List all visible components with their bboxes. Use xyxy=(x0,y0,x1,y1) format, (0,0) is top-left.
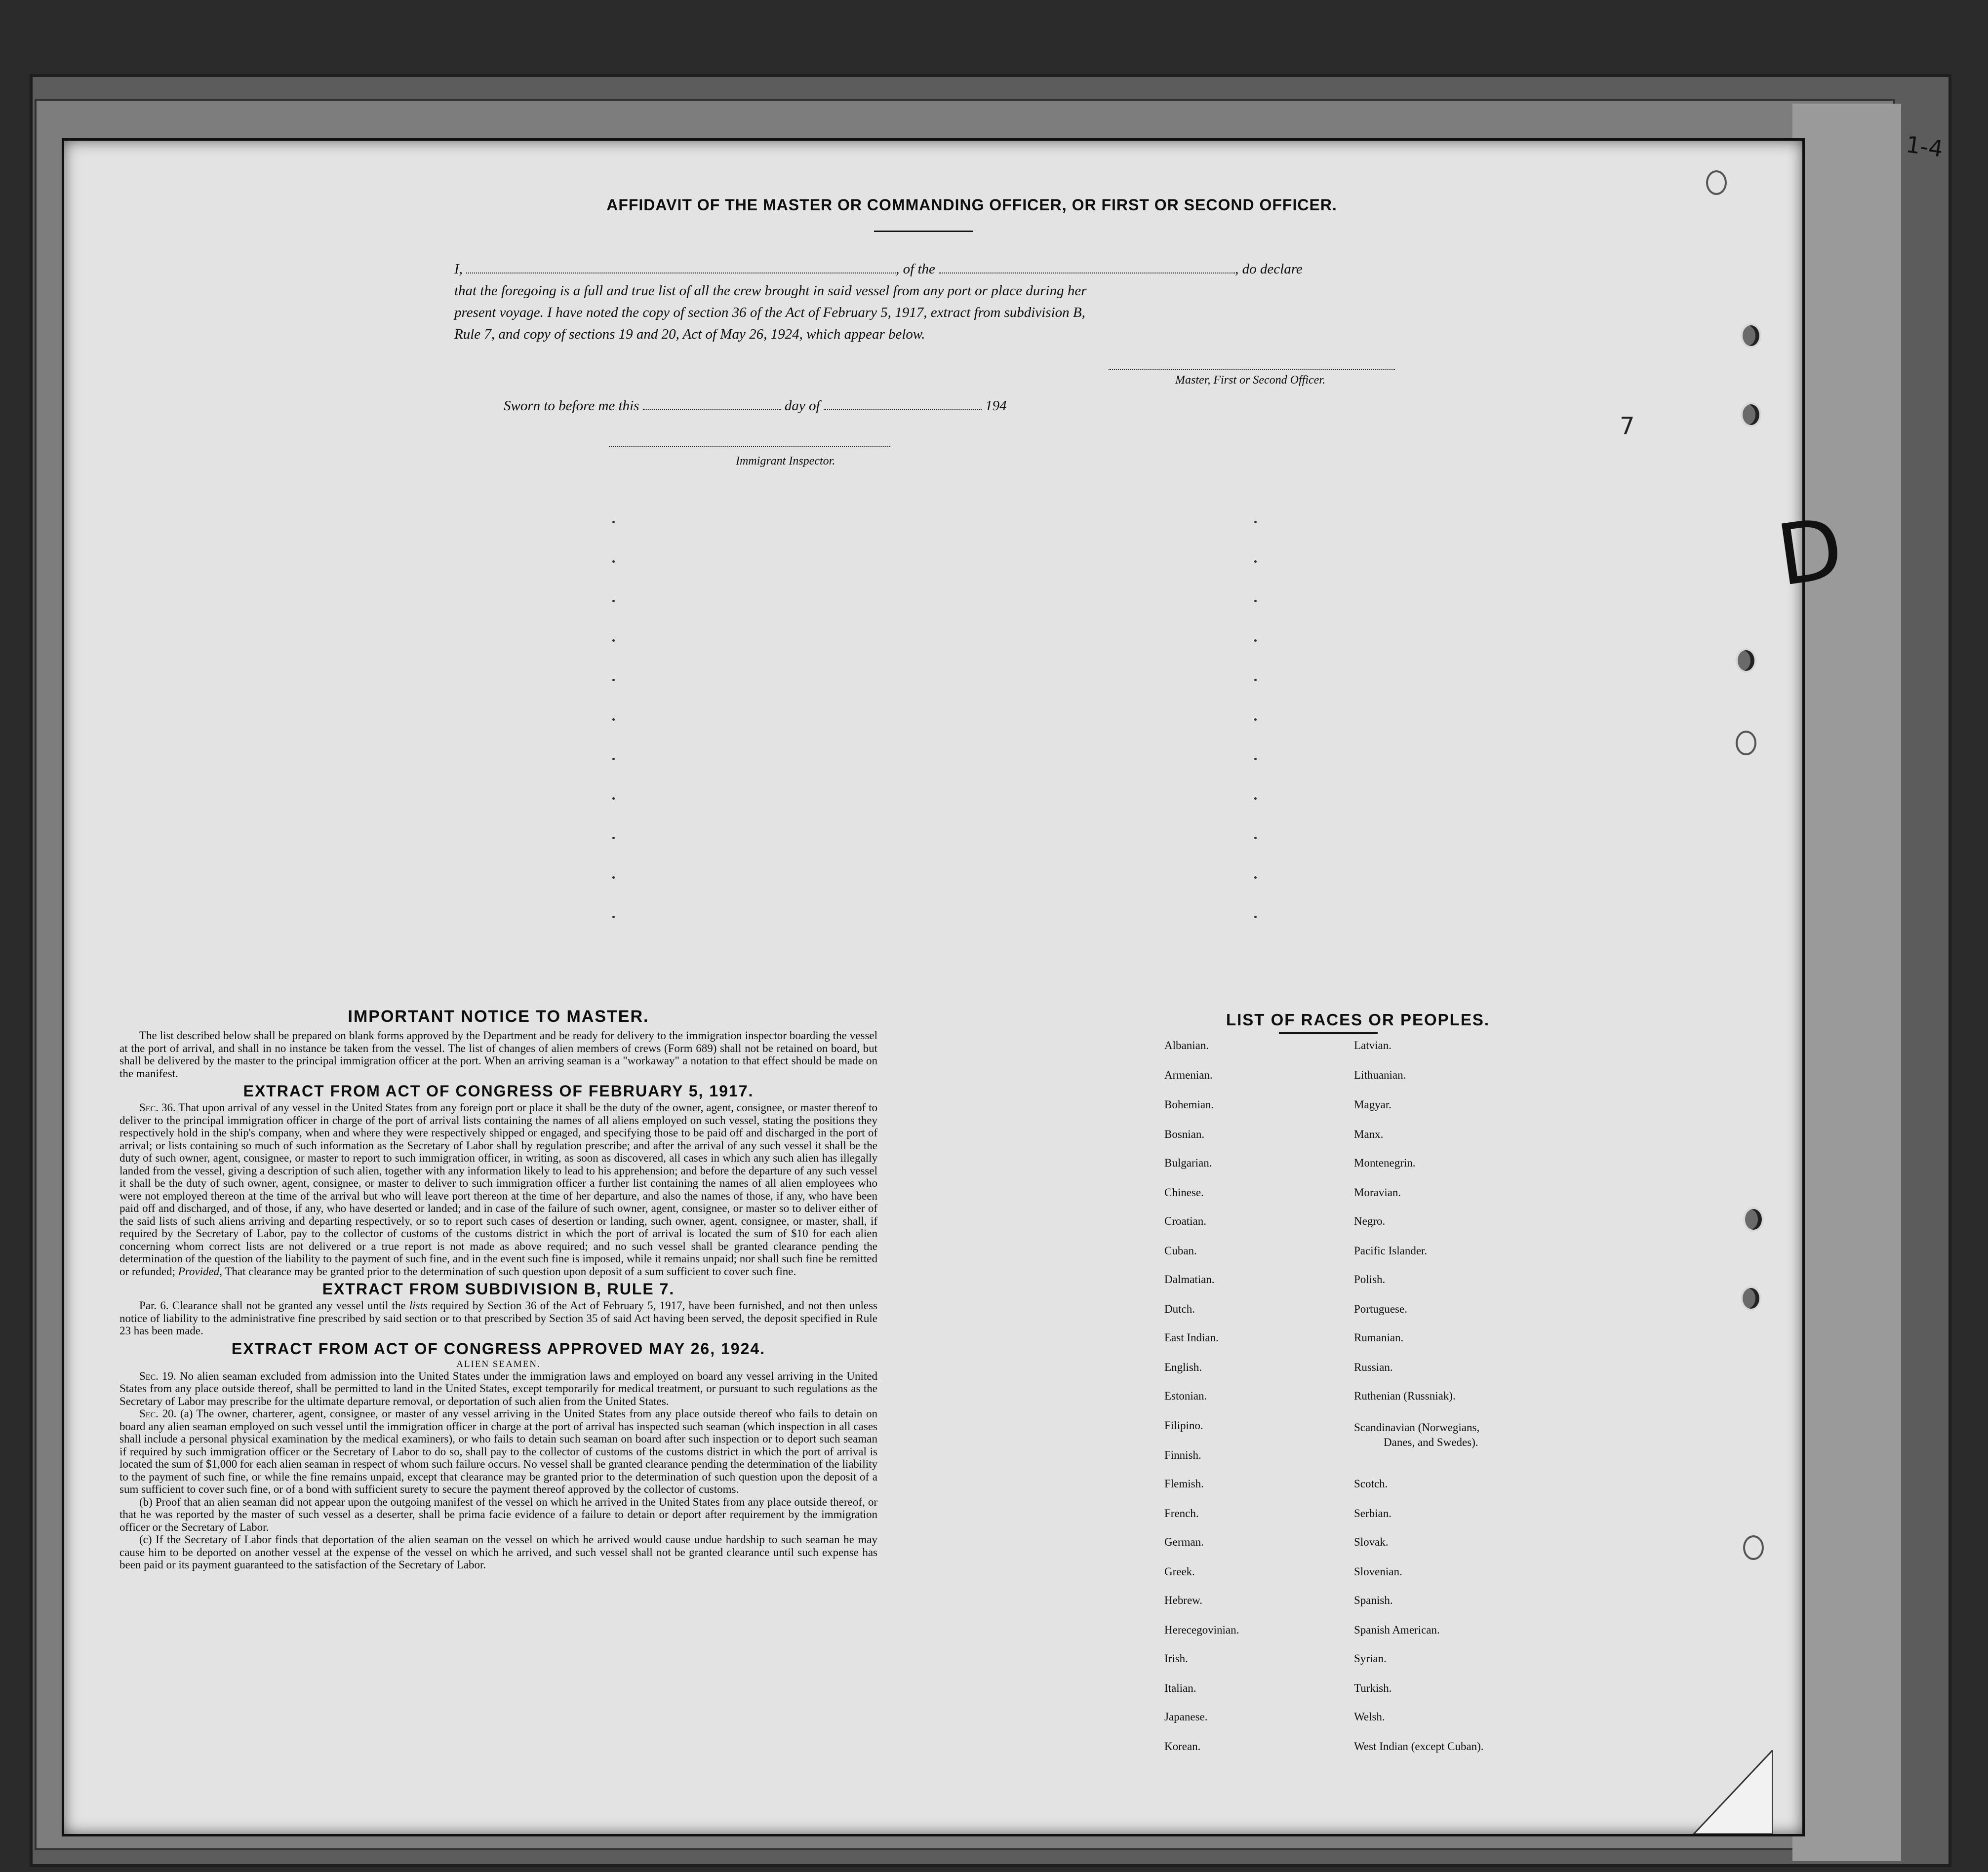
inspector-signature-line[interactable] xyxy=(609,446,890,447)
section-36-end: That clearance may be granted prior to the determination of such question upon deposit of a sum sufficient to cover such fine. xyxy=(225,1265,796,1278)
affidavit-text: , of the xyxy=(896,261,935,277)
paragraph-6-text: Par. 6. Clearance shall not be granted any vessel until the xyxy=(139,1299,406,1312)
race-item: Filipino. xyxy=(1164,1419,1203,1432)
sworn-month-field[interactable] xyxy=(824,396,982,410)
sworn-day-field[interactable] xyxy=(643,396,781,410)
binder-hole xyxy=(1741,323,1761,348)
corner-note: 1-4 xyxy=(1904,131,1945,162)
race-item: Scotch. xyxy=(1354,1478,1388,1490)
race-item: Slovenian. xyxy=(1354,1565,1402,1578)
races-title: LIST OF RACES OR PEOPLES. xyxy=(1226,1011,1490,1029)
section-20c: (c) If the Secretary of Labor finds that deportation of the alien seaman on the vessel on which he arrived would cause undue hardship to such seaman he may cause him to be deported on another vessel at the expense of the vessel on which he arrived, and such vessel shall not be granted clearance until such expense has been paid or its payment guaranteed to the satisfaction of the Secretary of Labor. xyxy=(119,1533,877,1571)
affidavit-body xyxy=(454,258,1422,345)
race-item: Montenegrin. xyxy=(1354,1157,1416,1169)
affidavit-text: Rule 7, and copy of sections 19 and 20, Act of May 26, 1924, which appear below. xyxy=(454,326,925,342)
important-notice xyxy=(119,1006,877,1571)
race-item: Bulgarian. xyxy=(1164,1157,1212,1169)
race-item: Slovak. xyxy=(1354,1536,1389,1548)
affidavit-text: I, xyxy=(454,261,463,277)
race-item: Finnish. xyxy=(1164,1449,1201,1461)
section-label: Sec. 36. xyxy=(139,1101,176,1114)
race-item: Turkish. xyxy=(1354,1682,1392,1694)
race-item: Welsh. xyxy=(1354,1711,1385,1723)
race-item: East Indian. xyxy=(1164,1331,1219,1344)
section-19-text: No alien seaman excluded from admission into the United States under the immigration laws and employed on board any vessel arriving in the United States from any place outside thereof, shall be permitted to land in the United States, except temporarily for medical treatment, or pursuant to such regulations as the Secretary of Labor may prescribe for the ultimate departure removal, or deportation of such alien from the United States. xyxy=(119,1369,877,1407)
race-item: Negro. xyxy=(1354,1215,1386,1227)
lists-word: lists xyxy=(409,1299,428,1312)
name-field[interactable] xyxy=(466,260,896,273)
race-item: Spanish American. xyxy=(1354,1624,1440,1636)
race-item: Albanian. xyxy=(1164,1039,1209,1052)
race-item: Cuban. xyxy=(1164,1245,1197,1257)
master-signature-line[interactable] xyxy=(1109,369,1395,370)
race-item: Chinese. xyxy=(1164,1186,1204,1199)
sworn-text: Sworn to before me this xyxy=(504,398,639,414)
race-item: Spanish. xyxy=(1354,1594,1393,1606)
race-item: Portuguese. xyxy=(1354,1303,1407,1315)
race-item: French. xyxy=(1164,1507,1199,1520)
race-item: Bohemian. xyxy=(1164,1098,1214,1111)
race-item-scandinavian xyxy=(1354,1420,1532,1450)
race-item: Magyar. xyxy=(1354,1098,1392,1111)
section-label: Sec. 19. xyxy=(139,1369,176,1382)
race-item: Rumanian. xyxy=(1354,1331,1404,1344)
race-item: Lithuanian. xyxy=(1354,1069,1406,1081)
binder-hole xyxy=(1743,1535,1764,1560)
race-item: Armenian. xyxy=(1164,1069,1213,1081)
race-item: Italian. xyxy=(1164,1682,1196,1694)
paragraph-6 xyxy=(119,1299,877,1337)
extract-rule7-title: EXTRACT FROM SUBDIVISION B, RULE 7. xyxy=(322,1280,675,1298)
folded-corner xyxy=(1674,1750,1773,1834)
binder-hole xyxy=(1741,1286,1761,1311)
binder-hole xyxy=(1736,648,1756,673)
race-item: Manx. xyxy=(1354,1128,1384,1140)
sworn-text: day of xyxy=(784,398,820,414)
race-item-line: Danes, and Swedes). xyxy=(1384,1436,1478,1448)
inspector-signature-label: Immigrant Inspector. xyxy=(736,455,835,468)
race-item: Polish. xyxy=(1354,1273,1386,1286)
race-item: Herecegovinian. xyxy=(1164,1624,1239,1636)
section-20b: (b) Proof that an alien seaman did not appear upon the outgoing manifest of the vessel on which he arrived in the United States from any place outside thereof, or that he was reported by the master of such vessel as a deserter, shall be prima facie evidence of a failure to detain or deport after requirement by the immigration officer or the Secretary of Labor. xyxy=(119,1495,877,1533)
race-item: Flemish. xyxy=(1164,1478,1204,1490)
race-item: Croatian. xyxy=(1164,1215,1206,1227)
race-item: Japanese. xyxy=(1164,1711,1208,1723)
race-item: Pacific Islander. xyxy=(1354,1245,1428,1257)
binder-hole xyxy=(1706,170,1727,195)
race-item: Latvian. xyxy=(1354,1039,1392,1052)
title-rule xyxy=(874,231,973,232)
background-document-edge xyxy=(1792,104,1901,1861)
race-item: Hebrew. xyxy=(1164,1594,1203,1606)
affidavit-text: present voyage. I have noted the copy of section 36 of the Act of February 5, 1917, extract from subdivision B, xyxy=(454,305,1085,320)
race-item: Estonian. xyxy=(1164,1390,1207,1402)
race-item: Moravian. xyxy=(1354,1186,1401,1199)
notice-title: IMPORTANT NOTICE TO MASTER. xyxy=(348,1007,649,1026)
section-20a-text: (a) The owner, charterer, agent, consignee, or master of any vessel arriving in the United States from any place outside thereof who fails to detain on board any alien seaman employed on such vessel until the immigration officer in charge at the port of arrival has inspected such seaman (which inspection in all cases shall include a personal physical examination by the medical examiners), or who fails to detain such seaman on board after such inspection or to deport such seaman if required by such immigration officer or the Secretary of Labor to do so, shall pay to the collector of customs of the customs district in which the port of arrival is located the sum of $1,000 for each alien seaman in respect of whom such failure occurs. No vessel shall be granted clearance pending the determination of the liability to the payment of such fine, or while the fine remains unpaid, except that clearance may be granted prior to the determination of such question upon the deposit of a sum sufficient to cover such fine, or of a bond with sufficient surety to secure the payment thereof approved by the collector of customs. xyxy=(119,1407,877,1495)
race-item: Russian. xyxy=(1354,1361,1393,1373)
affidavit-text: , do declare xyxy=(1235,261,1303,277)
race-item: Serbian. xyxy=(1354,1507,1392,1520)
section-36 xyxy=(119,1101,877,1278)
affidavit-text: that the foregoing is a full and true list of all the crew brought in said vessel from any port or place during her xyxy=(454,283,1087,299)
races-title-rule xyxy=(1279,1032,1378,1034)
binder-hole xyxy=(1743,1207,1764,1232)
provided-word: Provided, xyxy=(178,1265,223,1278)
pen-mark: 7 xyxy=(1620,412,1635,440)
section-20a xyxy=(119,1407,877,1496)
race-item: Syrian. xyxy=(1354,1652,1387,1665)
race-item: Bosnian. xyxy=(1164,1128,1205,1140)
affidavit-title: AFFIDAVIT OF THE MASTER OR COMMANDING OFFICER, OR FIRST OR SECOND OFFICER. xyxy=(606,196,1337,214)
race-item: West Indian (except Cuban). xyxy=(1354,1740,1484,1753)
section-36-text: That upon arrival of any vessel in the United States from any foreign port or place it shall be the duty of the owner, agent, consignee, or master thereof to deliver to the principal immigration officer in charge of the port of arrival lists containing the names of all aliens employed on such vessel, stating the positions they respectively hold in the ship's company, when and where they were respectively shipped or engaged, and specifying those to be paid off and discharged in the port of arrival; or lists containing so much of such information as the Secretary of Labor shall by regulation prescribe; and after the arrival of any such vessel it shall be the duty of such owner, agent, consignee, or master to report to such immigration officer, in writing, as soon as discovered, all cases in which any such alien has illegally landed from the vessel, giving a description of such alien, together with any information likely to lead to his apprehension; and before the departure of any such vessel it shall be the duty of such owner, agent, consignee, or master to deliver to such immigration officer a further list containing the names of all alien employees who were not employed thereon at the time of the arrival but who will leave port thereon at the time of her departure, and also the names of those, if any, who have been paid off and discharged, and of those, if any, who have deserted or landed; and in case of the failure of such owner, agent, consignee, or master so to deliver either of the said lists of such aliens arriving and departing respectively, or so to report such cases of desertion or landing, such owner, agent, consignee, or master, shall, if required by the Secretary of Labor, pay to the collector of customs of the customs district in which the port of arrival is located the sum of $10 for each alien concerning whom correct lists are not delivered or a true report is not made as above required; and no such vessel shall be granted clearance pending the determination of the question of the liability to the payment of such fine, and in the event such fine is imposed, while it remains unpaid; nor shall such fine be remitted or refunded; xyxy=(119,1101,877,1278)
race-item: Irish. xyxy=(1164,1652,1188,1665)
vessel-field[interactable] xyxy=(939,260,1235,273)
margin-mark: D xyxy=(1771,499,1849,606)
race-item: German. xyxy=(1164,1536,1204,1548)
binder-hole xyxy=(1736,731,1756,755)
sworn-year: 194 xyxy=(985,398,1007,414)
race-item: English. xyxy=(1164,1361,1202,1373)
extract-1917-title: EXTRACT FROM ACT OF CONGRESS OF FEBRUARY 5, 1917. xyxy=(243,1082,754,1100)
section-19 xyxy=(119,1370,877,1408)
alien-seamen-heading: ALIEN SEAMEN. xyxy=(456,1359,541,1369)
master-signature-label: Master, First or Second Officer. xyxy=(1175,374,1325,387)
notice-body: The list described below shall be prepared on blank forms approved by the Department and be ready for delivery to the immigration inspector boarding the vessel at the port of arrival, and shall in no instance be taken from the vessel. The list of changes of alien members of crews (Form 689) shall not be retained on board, but shall be delivered by the master to the principal immigration officer at the port. When an arriving seaman is a "workaway" a notation to that effect should be made on the manifest. xyxy=(119,1029,877,1080)
sworn-line xyxy=(504,396,1007,414)
race-item: Greek. xyxy=(1164,1565,1195,1578)
race-item: Dutch. xyxy=(1164,1303,1195,1315)
paragraph-6-end: required by Section 36 of the Act of February 5, 1917, have been furnished, and not then unless notice of liability to the administrative fine prescribed by said section or to that prescribed by Section 35 of said Act having been served, the deposit specified in Rule 23 has been made. xyxy=(119,1299,877,1337)
binder-hole xyxy=(1741,402,1761,427)
race-item: Korean. xyxy=(1164,1740,1201,1753)
extract-1924-title: EXTRACT FROM ACT OF CONGRESS APPROVED MAY 26, 1924. xyxy=(231,1339,766,1358)
race-item: Ruthenian (Russniak). xyxy=(1354,1390,1456,1402)
section-label: Sec. 20. xyxy=(139,1407,177,1420)
affidavit-page xyxy=(62,138,1849,1836)
race-item-line: Scandinavian (Norwegians, xyxy=(1354,1421,1480,1434)
race-item: Dalmatian. xyxy=(1164,1273,1215,1286)
